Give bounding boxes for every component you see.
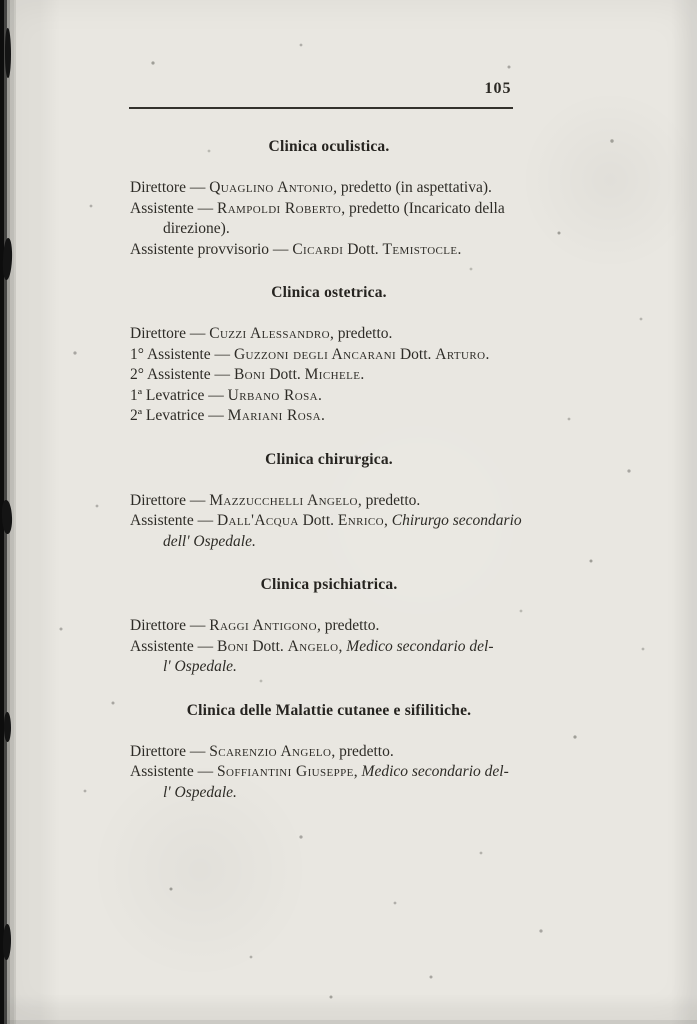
section-title: Clinica ostetrica. [271, 284, 387, 301]
section-title: Clinica oculistica. [268, 138, 390, 155]
text-segment: . [360, 366, 365, 383]
section-lines [130, 616, 528, 678]
text-segment: Assistente — [130, 637, 217, 655]
text-segment: , predetto. [331, 742, 394, 760]
section-title: Clinica delle Malattie cutanee e sifilitiche. [186, 701, 472, 719]
text-segment: Dott. [343, 240, 383, 258]
page-content [130, 138, 528, 827]
text-segment: Dott. [396, 345, 436, 363]
text-segment: Dott. [298, 512, 338, 529]
text-segment: . [485, 345, 490, 363]
person-name: Cuzzi Alessandro [209, 325, 330, 342]
text-segment: Direttore — [130, 617, 210, 634]
section-lines [130, 178, 528, 260]
clinic-section [130, 138, 528, 260]
header-rule [129, 107, 513, 109]
text-segment: 1° Assistente — [130, 345, 234, 363]
text-segment: , [353, 763, 362, 780]
text-segment: . [320, 407, 325, 424]
text-line [130, 657, 528, 678]
person-name: Cicardi [292, 240, 344, 258]
role-note: Medico secondario del- [361, 763, 509, 780]
text-segment: 1ª Levatrice — [130, 386, 228, 404]
text-line [130, 532, 528, 553]
text-segment: Dott. [265, 366, 305, 383]
text-segment: . [457, 240, 462, 258]
text-segment: , predetto (Incaricato della [341, 199, 505, 217]
text-line [130, 616, 528, 637]
person-name: Dall'Acqua [216, 512, 299, 529]
text-segment: Direttore — [130, 325, 210, 342]
text-line [130, 240, 528, 261]
text-segment: Assistente — [130, 512, 217, 529]
text-line [130, 742, 528, 763]
text-line [130, 324, 528, 345]
text-line [130, 406, 528, 427]
section-title: Clinica chirurgica. [265, 450, 393, 468]
clinic-section [130, 702, 528, 804]
person-name: Raggi Antigono [209, 617, 317, 634]
person-name: Quaglino Antonio [209, 179, 334, 196]
scan-noise [0, 0, 2, 2]
text-segment: Direttore — [130, 742, 210, 760]
text-segment: 2ª Levatrice — [130, 407, 228, 424]
clinic-section [130, 576, 528, 678]
person-name: Guzzoni degli Ancarani [233, 345, 397, 363]
text-segment: Assistente — [130, 763, 217, 780]
section-lines [130, 742, 528, 804]
text-line [130, 199, 528, 220]
text-segment: 2° Assistente — [130, 366, 234, 383]
role-note: l' Ospedale. [163, 658, 237, 675]
person-name: Boni [216, 637, 249, 655]
person-name: Soffiantini Giuseppe [216, 763, 354, 780]
text-segment: , predetto. [316, 617, 380, 634]
text-segment: , predetto. [357, 491, 421, 509]
text-segment: Assistente — [130, 199, 217, 217]
text-line [130, 762, 528, 783]
text-line [130, 345, 528, 366]
text-line [130, 178, 528, 199]
text-segment: Dott. [248, 637, 288, 655]
role-note: Chirurgo secondario [391, 512, 522, 529]
person-name: Boni [233, 366, 266, 383]
text-segment: , predetto. [330, 325, 393, 342]
text-line [130, 511, 528, 532]
role-note: Medico secondario del- [346, 637, 494, 655]
person-name: Arturo [435, 345, 486, 363]
text-segment: , [383, 512, 392, 529]
text-segment: , [338, 637, 347, 655]
section-lines [130, 491, 528, 553]
text-segment: Assistente provvisorio — [130, 240, 293, 258]
person-name: Scarenzio Angelo [209, 742, 332, 760]
text-line [130, 219, 528, 240]
text-line [130, 637, 528, 658]
role-note: l' Ospedale. [163, 783, 237, 801]
person-name: Mariani Rosa [227, 407, 321, 424]
text-line [130, 365, 528, 386]
person-name: Enrico [337, 512, 384, 529]
person-name: Angelo [287, 637, 339, 655]
person-name: Temistocle [382, 240, 458, 258]
text-segment: Direttore — [130, 491, 210, 509]
person-name: Urbano Rosa [227, 386, 318, 404]
binding-ink-mark [5, 28, 11, 78]
page-number: 105 [484, 80, 512, 97]
text-line [130, 491, 528, 512]
clinic-section [130, 451, 528, 553]
section-title: Clinica psichiatrica. [260, 576, 398, 593]
text-segment: direzione). [163, 220, 230, 237]
text-segment: , predetto (in aspettativa). [333, 179, 492, 196]
text-segment: . [318, 386, 322, 404]
binding-ink-mark [4, 712, 11, 742]
person-name: Mazzucchelli Angelo [209, 491, 358, 509]
text-line [130, 386, 528, 407]
role-note: dell' Ospedale. [163, 532, 256, 550]
text-line [130, 783, 528, 804]
person-name: Michele [304, 366, 361, 383]
section-lines [130, 324, 528, 427]
clinic-section [130, 284, 528, 427]
text-segment: Direttore — [130, 179, 210, 196]
person-name: Rampoldi Roberto [216, 199, 342, 217]
